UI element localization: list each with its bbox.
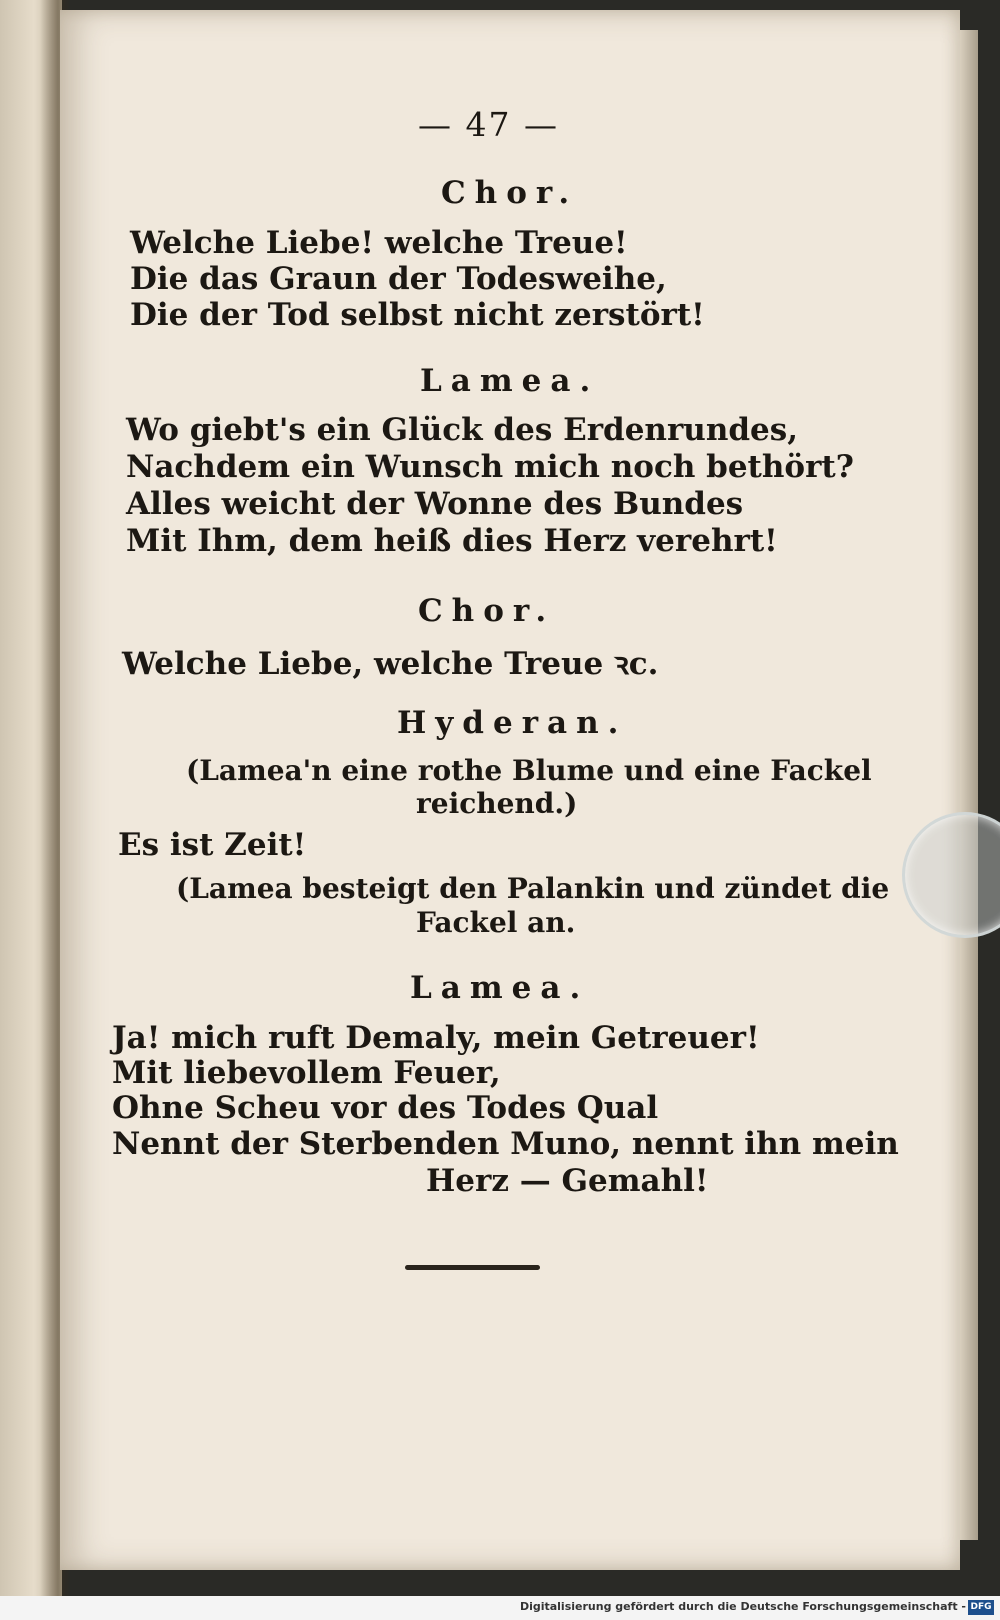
verse-line: Ohne Scheu vor des Todes Qual (112, 1090, 659, 1126)
verse-line: Es ist Zeit! (118, 827, 307, 863)
verse-line: Herz — Gemahl! (426, 1163, 709, 1199)
dfg-logo: DFG (968, 1600, 994, 1615)
footer-credit: Digitalisierung gefördert durch die Deutsche Forschungsgemeinschaft - (519, 1600, 966, 1613)
verse-line: Nennt der Sterbenden Muno, nennt ihn mein (112, 1126, 899, 1162)
stage-direction: reichend.) (416, 787, 578, 820)
stage-direction: (Lamea'n eine rothe Blume und eine Fackel (186, 754, 872, 787)
end-ornament-rule (405, 1265, 540, 1270)
speaker-lamea-2: Lamea. (410, 970, 590, 1006)
verse-line: Welche Liebe, welche Treue ꝛc. (122, 646, 659, 682)
verse-line: Nachdem ein Wunsch mich noch bethört? (126, 449, 854, 485)
verse-line: Mit liebevollem Feuer, (112, 1055, 501, 1091)
verse-line: Alles weicht der Wonne des Bundes (126, 486, 744, 522)
verse-line: Wo giebt's ein Glück des Erdenrundes, (126, 412, 799, 448)
stage-direction: (Lamea besteigt den Palankin und zündet die (176, 872, 890, 905)
verse-line: Mit Ihm, dem heiß dies Herz verehrt! (126, 523, 778, 559)
stage-direction: Fackel an. (416, 906, 576, 939)
speaker-lamea-1: Lamea. (420, 363, 600, 399)
speaker-chor-2: Chor. (418, 593, 556, 629)
verse-line: Welche Liebe! welche Treue! (130, 225, 628, 261)
verse-line: Die der Tod selbst nicht zerstört! (130, 297, 705, 333)
verse-line: Die das Graun der Todesweihe, (130, 261, 667, 297)
page-number: — 47 — (418, 105, 559, 144)
speaker-chor-1: Chor. (441, 175, 579, 211)
verse-line: Ja! mich ruft Demaly, mein Getreuer! (112, 1020, 760, 1056)
speaker-hyderan: Hyderan. (397, 705, 628, 741)
